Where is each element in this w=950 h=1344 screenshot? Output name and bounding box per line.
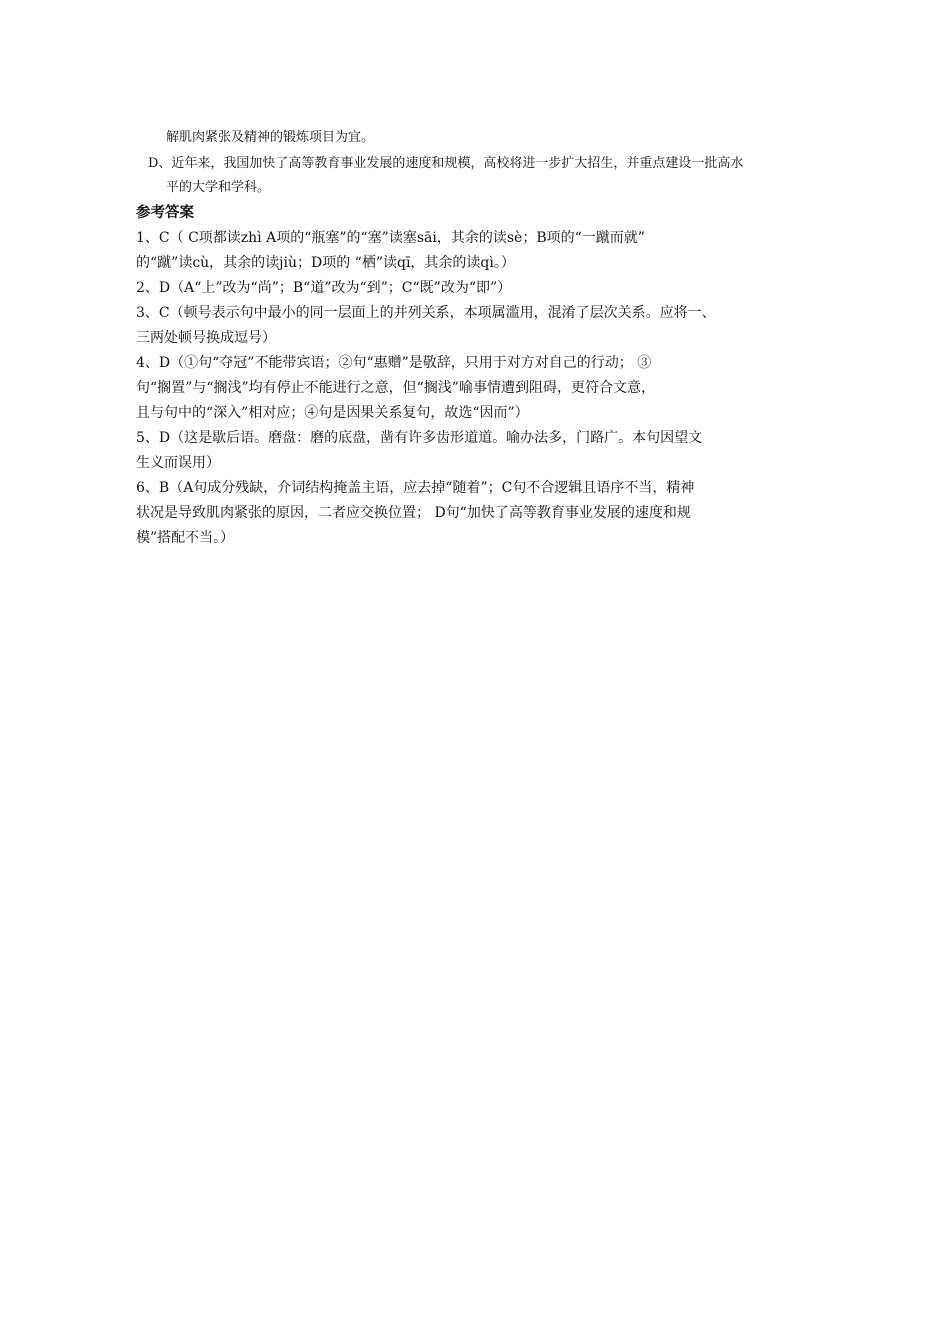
option-c-continuation: 解肌肉紧张及精神的锻炼项目为宜。 xyxy=(166,130,375,145)
answer-line: 6、B（A句成分残缺，介词结构掩盖主语，应去掉“随着”；C句不合逻辑且语序不当，精神 xyxy=(136,480,695,496)
answers-heading: 参考答案 xyxy=(136,204,194,221)
answer-line: 3、C（顿号表示句中最小的同一层面上的并列关系，本项属滥用，混淆了层次关系。应将一、 xyxy=(136,305,716,321)
answer-line: 4、D（①句“夺冠”不能带宾语；②句“惠赠”是敬辞，只用于对方对自己的行动； ③ xyxy=(136,355,652,371)
answer-line: 的“蹴”读cù，其余的读jiù；D项的 “栖”读qī，其余的读qì。） xyxy=(136,255,515,271)
option-d-line-2: 平的大学和学科。 xyxy=(166,180,271,195)
answer-line: 状况是导致肌肉紧张的原因，二者应交换位置； D句“加快了高等教育事业发展的速度和规 xyxy=(136,505,691,521)
answer-line: 三两处顿号换成逗号） xyxy=(136,330,276,346)
option-d-line-1: D、近年来，我国加快了高等教育事业发展的速度和规模，高校将进一步扩大招生，并重点建设一批高水 xyxy=(148,156,744,171)
answer-line: 2、D（A“上”改为“尚”；B“道”改为“到”；C“既”改为“即”） xyxy=(136,280,512,296)
answer-line: 模”搭配不当。） xyxy=(136,530,235,546)
answer-line: 且与句中的“深入”相对应；④句是因果关系复句，故选“因而”） xyxy=(136,405,529,421)
answer-line: 1、C（ C项都读zhì A项的“瓶塞”的“塞”读塞sāi，其余的读sè；B项的“一蹴而就” xyxy=(136,230,645,246)
answer-line: 5、D（这是歇后语。磨盘：磨的底盘，凿有许多齿形道道。喻办法多，门路广。本句因望文 xyxy=(136,430,703,446)
answer-line: 句“搁置”与“搁浅”均有停止不能进行之意，但“搁浅”喻事情遭到阻碍，更符合文意， xyxy=(136,380,655,396)
answer-line: 生义而误用） xyxy=(136,455,220,471)
